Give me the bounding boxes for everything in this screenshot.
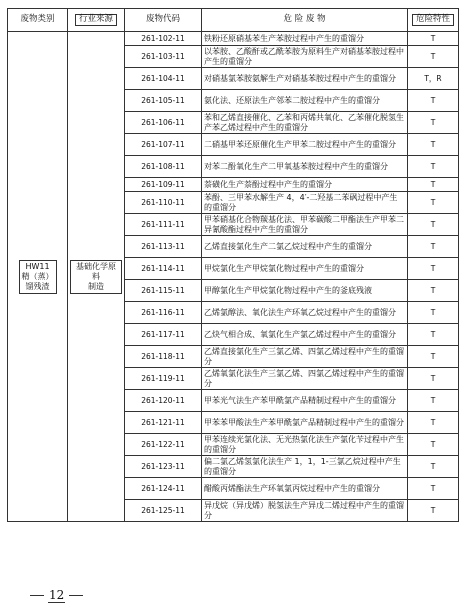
hazard-characteristic: T (408, 500, 459, 522)
header-code: 废物代码 (125, 9, 202, 32)
waste-code: 261-119-11 (125, 368, 202, 390)
hazard-characteristic: T，R (408, 68, 459, 90)
waste-code: 261-102-11 (125, 32, 202, 46)
waste-code: 261-125-11 (125, 500, 202, 522)
waste-code: 261-116-11 (125, 302, 202, 324)
hazard-characteristic: T (408, 258, 459, 280)
hazard-characteristic: T (408, 368, 459, 390)
waste-description: 对硝基氯苯胺氨解生产对硝基苯胺过程中产生的重馏分 (202, 68, 408, 90)
header-category: 废物类别 (8, 9, 68, 32)
footer-dash-right (69, 595, 83, 596)
waste-code: 261-120-11 (125, 390, 202, 412)
waste-description: 甲烷氯化生产甲烷氯化物过程中产生的重馏分 (202, 258, 408, 280)
category-cell (8, 32, 68, 522)
waste-description: 甲醇氯化生产甲烷氯化物过程中产生的釜底残液 (202, 280, 408, 302)
hazard-characteristic: T (408, 134, 459, 156)
hazard-characteristic: T (408, 90, 459, 112)
category-box (19, 260, 57, 294)
waste-code: 261-110-11 (125, 192, 202, 214)
waste-description: 以苯胺、乙酸酐或乙酰苯胺为原料生产对硝基苯胺过程中产生的重馏分 (202, 46, 408, 68)
waste-code: 261-111-11 (125, 214, 202, 236)
hazard-characteristic: T (408, 192, 459, 214)
waste-description: 乙炔气相合成、氧氯化生产氯乙烯过程中产生的重馏分 (202, 324, 408, 346)
waste-description: 甲苯苯甲酸法生产苯甲酰氯产品精制过程中产生的重馏分 (202, 412, 408, 434)
waste-code: 261-104-11 (125, 68, 202, 90)
waste-description: 乙烯直接氯化生产三氯乙烯、四氯乙烯过程中产生的重馏分 (202, 346, 408, 368)
waste-code: 261-115-11 (125, 280, 202, 302)
industry-cell (68, 32, 125, 522)
waste-description: 甲苯连续光氯化法、无光热氯化法生产氯化苄过程中产生的重馏分 (202, 434, 408, 456)
category-name: 精（蒸） (21, 271, 54, 281)
table-header-row (8, 9, 459, 32)
waste-description: 乙烯氧氯化法生产三氯乙烯、四氯乙烯过程中产生的重馏分 (202, 368, 408, 390)
hazard-characteristic: T (408, 280, 459, 302)
waste-description: 甲苯硝基化合物羰基化法、甲苯碳酸二甲酯法生产甲苯二异氰酸酯过程中产生的重馏分 (202, 214, 408, 236)
hazard-characteristic: T (408, 112, 459, 134)
hazard-characteristic: T (408, 46, 459, 68)
waste-code: 261-106-11 (125, 112, 202, 134)
waste-description: 乙烯氯醇法、氧化法生产环氧乙烷过程中产生的重馏分 (202, 302, 408, 324)
waste-description: 偏二氯乙烯氢氯化法生产 1，1，1-三氯乙烷过程中产生的重馏分 (202, 456, 408, 478)
hazard-characteristic: T (408, 178, 459, 192)
header-waste: 危 险 废 物 (202, 9, 408, 32)
waste-description: 铁粉还原硝基苯生产苯胺过程中产生的重馏分 (202, 32, 408, 46)
waste-description: 甲苯光气法生产苯甲酰氯产品精制过程中产生的重馏分 (202, 390, 408, 412)
hazardous-waste-table (7, 8, 459, 522)
waste-description: 醋酸丙烯酯法生产环氧氯丙烷过程中产生的重馏分 (202, 478, 408, 500)
page-footer (26, 588, 87, 603)
waste-description: 萘磺化生产萘酚过程中产生的重馏分 (202, 178, 408, 192)
hazard-characteristic: T (408, 236, 459, 258)
hazard-characteristic: T (408, 456, 459, 478)
hazard-characteristic: T (408, 478, 459, 500)
waste-code: 261-123-11 (125, 456, 202, 478)
waste-code: 261-122-11 (125, 434, 202, 456)
table-row (8, 32, 459, 46)
waste-code: 261-124-11 (125, 478, 202, 500)
waste-code: 261-118-11 (125, 346, 202, 368)
waste-code: 261-103-11 (125, 46, 202, 68)
waste-code: 261-113-11 (125, 236, 202, 258)
waste-code: 261-114-11 (125, 258, 202, 280)
waste-description: 苯和乙烯直接催化、乙苯和丙烯共氧化、乙苯催化脱氢生产苯乙烯过程中产生的重馏分 (202, 112, 408, 134)
waste-description: 氨化法、还原法生产邻苯二胺过程中产生的重馏分 (202, 90, 408, 112)
waste-code: 261-109-11 (125, 178, 202, 192)
page-number: 12 (49, 588, 65, 602)
waste-description: 苯酚、三甲苯水解生产 4，4′-二羟基二苯砜过程中产生的重馏分 (202, 192, 408, 214)
hazard-characteristic: T (408, 214, 459, 236)
waste-code: 261-107-11 (125, 134, 202, 156)
waste-description: 二硝基甲苯还原催化生产甲苯二胺过程中产生的重馏分 (202, 134, 408, 156)
waste-description: 对苯二酚氧化生产二甲氧基苯胺过程中产生的重馏分 (202, 156, 408, 178)
hazard-characteristic: T (408, 390, 459, 412)
footer-dash-left (30, 595, 44, 596)
industry-label: 基础化学原料 制造 (70, 260, 122, 294)
category-code: HW11 (25, 261, 50, 271)
hazard-characteristic: T (408, 302, 459, 324)
hazard-characteristic: T (408, 434, 459, 456)
hazard-characteristic: T (408, 324, 459, 346)
hazard-characteristic: T (408, 346, 459, 368)
waste-code: 261-117-11 (125, 324, 202, 346)
category-name-2: 馏残渣 (25, 281, 50, 291)
header-hazard: 危险特性 (408, 9, 459, 32)
waste-description: 异戊烷（异戊烯）脱氢法生产异戊二烯过程中产生的重馏分 (202, 500, 408, 522)
waste-code: 261-108-11 (125, 156, 202, 178)
hazard-characteristic: T (408, 32, 459, 46)
waste-code: 261-105-11 (125, 90, 202, 112)
hazard-characteristic: T (408, 412, 459, 434)
waste-code: 261-121-11 (125, 412, 202, 434)
header-industry: 行业来源 (68, 9, 125, 32)
table-body (8, 32, 459, 522)
waste-description: 乙烯直接氯化生产二氯乙烷过程中产生的重馏分 (202, 236, 408, 258)
hazard-characteristic: T (408, 156, 459, 178)
